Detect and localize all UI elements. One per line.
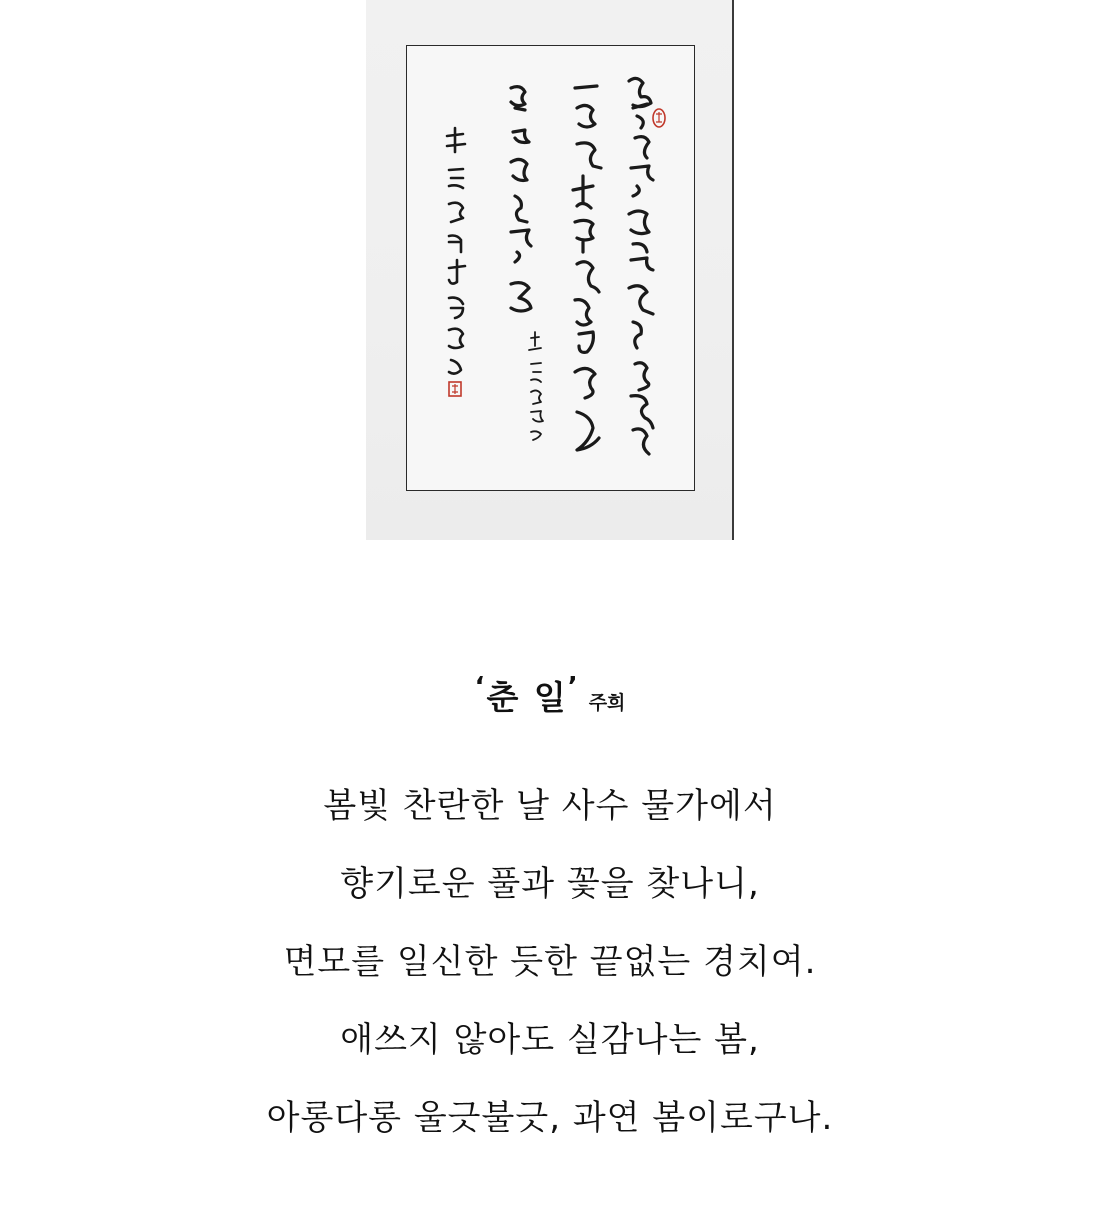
calligraphy-frame (406, 45, 695, 491)
calligraphy-column-1 (629, 78, 653, 454)
poem-line: 향기로운 풀과 꽃을 찾나니, (340, 864, 760, 904)
poem-line: 봄빛 찬란한 날 사수 물가에서 (323, 786, 777, 826)
calligraphy-image (366, 0, 734, 540)
calligraphy-column-3 (511, 87, 531, 311)
poem-line: 면모를 일신한 듯한 끝없는 경치여. (283, 942, 817, 982)
calligraphy-drawing (407, 46, 694, 490)
poem-body (0, 778, 1100, 1168)
poem-title: 춘 일 (486, 678, 568, 717)
poem-title-wrap (474, 672, 580, 717)
poem-line: 애쓰지 않아도 실감나는 봄, (340, 1020, 760, 1060)
calligraphy-column-2 (573, 86, 601, 450)
scan-edge-line (732, 0, 734, 540)
close-quote-glyph: ’ (567, 672, 580, 702)
poem-author: 주희 (588, 692, 626, 714)
open-quote-glyph: ‘ (474, 672, 487, 702)
calligraphy-small-inscription (529, 332, 543, 440)
poem-line: 아롱다롱 울긋불긋, 과연 봄이로구나. (266, 1098, 834, 1138)
calligraphy-seals (449, 109, 665, 396)
calligraphy-signature (447, 128, 465, 374)
poem-heading (0, 672, 1100, 719)
